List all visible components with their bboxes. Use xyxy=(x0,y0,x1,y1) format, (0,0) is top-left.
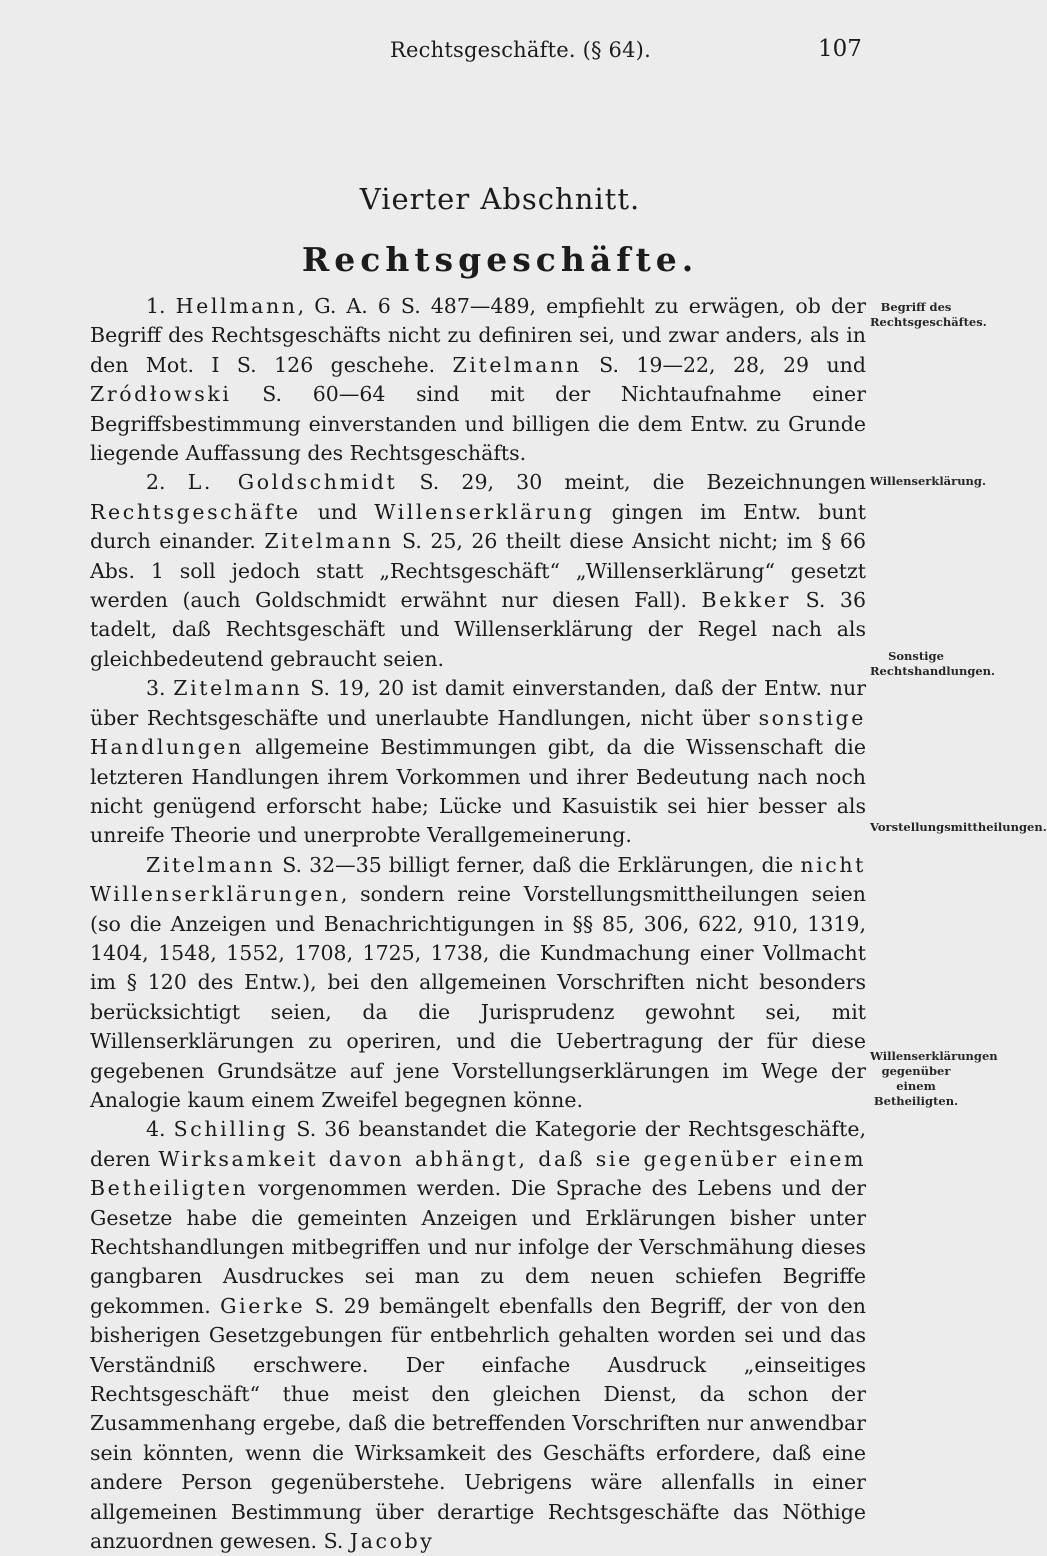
running-head: Rechtsgeschäfte. (§ 64). xyxy=(390,38,651,62)
section-title: Vierter Abschnitt. xyxy=(359,182,641,216)
author-hellmann: Hellmann xyxy=(175,294,298,318)
paragraph-5 xyxy=(90,1115,866,1556)
page-number: 107 xyxy=(818,36,862,62)
para2-text-c: gingen im Entw. bunt durch einander. xyxy=(90,499,866,554)
para4-text-b: , sondern reine Vorstellungsmittheilungen seien (so die Anzeigen und Benachrichtigungen in §§ 85, 306, 622, 910, 1319, 1404, 1548, 1552, 1708, 1725, 1738, die Kundmachung einer Vollmacht im § 120 des Entw.), bei den allgemeinen Vorschriften nicht besonders berücksichtigt seien, da die Jurisprudenz gewohnt sei, mit Willenserklärungen zu operiren, und die Uebertragung der für diese gegebenen Grundsätze auf jene Vorstellungserklärungen im Wege der Analogie kaum einem Zweifel begegnen könne. xyxy=(90,882,866,1112)
paragraph-1 xyxy=(90,292,866,468)
para1-text-b: S. 19—22, 28, 29 und xyxy=(581,352,867,377)
paragraph-2 xyxy=(90,468,866,674)
author-zrodlowski: Zródłowski xyxy=(90,382,232,407)
para1-text-c: S. 60—64 sind mit der Nichtaufnahme einer Begriffsbestimmung einverstanden und billigen die dem Entw. zu Grunde liegende Auffassung des Rechtsgeschäfts. xyxy=(90,382,866,466)
paragraph-4 xyxy=(90,851,866,1116)
para2-num: 2. xyxy=(146,470,188,495)
margin-note-vorstellung: Vorstellungsmittheilungen. xyxy=(870,820,1047,834)
chapter-title: Rechtsgeschäfte. xyxy=(301,240,699,279)
author-zitelmann: Zitelmann xyxy=(146,852,276,877)
margin-note-betheiligte: Willenserklärungen gegenüber einem Betheiligten. xyxy=(870,1049,998,1108)
margin-note-willenserklaerung: Willenserklärung. xyxy=(870,474,986,488)
para3-num: 3. xyxy=(146,676,174,701)
term-sonstige-handlungen: sonstige Handlungen xyxy=(90,705,866,760)
para2-text-a: S. 29, 30 meint, die Bezeichnungen xyxy=(397,470,866,495)
margin-note-sonstige: Sonstige Rechtshandlungen. xyxy=(870,649,996,678)
author-goldschmidt: L. Goldschmidt xyxy=(187,470,398,495)
para2-text-e: S. 36 tadelt, daß Rechtsgeschäft und Willenserklärung der Regel nach als gleichbedeutend gebraucht seien. xyxy=(90,588,866,671)
body-text xyxy=(90,292,866,1556)
paragraph-3 xyxy=(90,674,866,850)
para2-text-d: S. 25, 26 theilt diese Ansicht nicht; im § 66 Abs. 1 soll jedoch statt „Rechtsgeschäft“ „Willenserklärung“ gesetzt werden (auch Goldschmidt erwähnt nur diesen Fall). xyxy=(90,529,866,613)
para2-text-b: und xyxy=(300,499,375,524)
para1-num: 1. xyxy=(146,294,176,318)
author-gierke: Gierke xyxy=(220,1293,306,1318)
para3-text-a: S. 19, 20 ist damit einverstanden, daß der Entw. nur über Rechtsgeschäfte und unerlaubte Handlungen, nicht über xyxy=(90,676,866,730)
para5-text-c: S. 29 bemängelt ebenfalls den Begriff, der von den bisherigen Gesetzgebungen für entbehrlich gehalten worden sei und das Verständniß erschwere. Der einfache Ausdruck „einseitiges Rechtsgeschäft“ thue meist den gleichen Dienst, da schon der Zusammenhang ergebe, daß die betreffenden Vorschriften nur anwendbar sein könnten, wenn die Wirksamkeit des Geschäfts erfordere, daß eine andere Person gegenüberstehe. Uebrigens wäre allenfalls in einer allgemeinen Bestimmung über derartige Rechtsgeschäfte das Nöthige anzuordnen gewesen. S. xyxy=(90,1293,867,1554)
term-rechtsgeschaefte: Rechtsgeschäfte xyxy=(90,499,301,524)
para4-text-a: S. 32—35 billigt ferner, daß die Erklärungen, die xyxy=(275,852,801,877)
author-zitelmann: Zitelmann xyxy=(264,529,394,554)
para5-num: 4. xyxy=(146,1117,174,1142)
author-jacoby: Jacoby xyxy=(349,1529,435,1554)
para1-text-a: , G. A. 6 S. 487—489, empfiehlt zu erwägen, ob der Begriff des Rechtsgeschäfts nicht zu definiren sei, und zwar anders, als in den Mot. I S. 126 geschehe. xyxy=(90,294,867,377)
term-wirksamkeit: Wirksamkeit davon abhängt, daß sie gegenüber einem Betheiligten xyxy=(90,1146,866,1201)
para5-text-a: S. 36 beanstandet die Kategorie der Rechtsgeschäfte, deren xyxy=(90,1117,866,1171)
term-nicht-willenserklaerungen: nicht Willenserklärungen xyxy=(90,852,866,907)
author-bekker: Bekker xyxy=(701,588,792,613)
author-zitelmann: Zitelmann xyxy=(173,676,303,701)
author-zitelmann: Zitelmann xyxy=(452,352,582,377)
para5-text-b: vorgenommen werden. Die Sprache des Lebens und der Gesetze habe die gemeinten Anzeigen und Erklärungen bisher unter Rechtshandlungen mitbegriffen und nur infolge der Verschmähung dieses gangbaren Ausdruckes sei man zu dem neuen schiefen Begriffe gekommen. xyxy=(90,1176,866,1318)
margin-note-begriff: Begriff des Rechtsgeschäftes. xyxy=(870,300,987,329)
term-willenserklaerung: Willenserklärung xyxy=(374,499,595,524)
para3-text-b: allgemeine Bestimmungen gibt, da die Wissenschaft die letzteren Handlungen ihrem Vorkommen und ihrer Bedeutung nach noch nicht genügend erforscht habe; Lücke und Kasuistik sei hier besser als unreife Theorie und unerprobte Verallgemeinerung. xyxy=(90,735,866,848)
author-schilling: Schilling xyxy=(173,1117,289,1142)
